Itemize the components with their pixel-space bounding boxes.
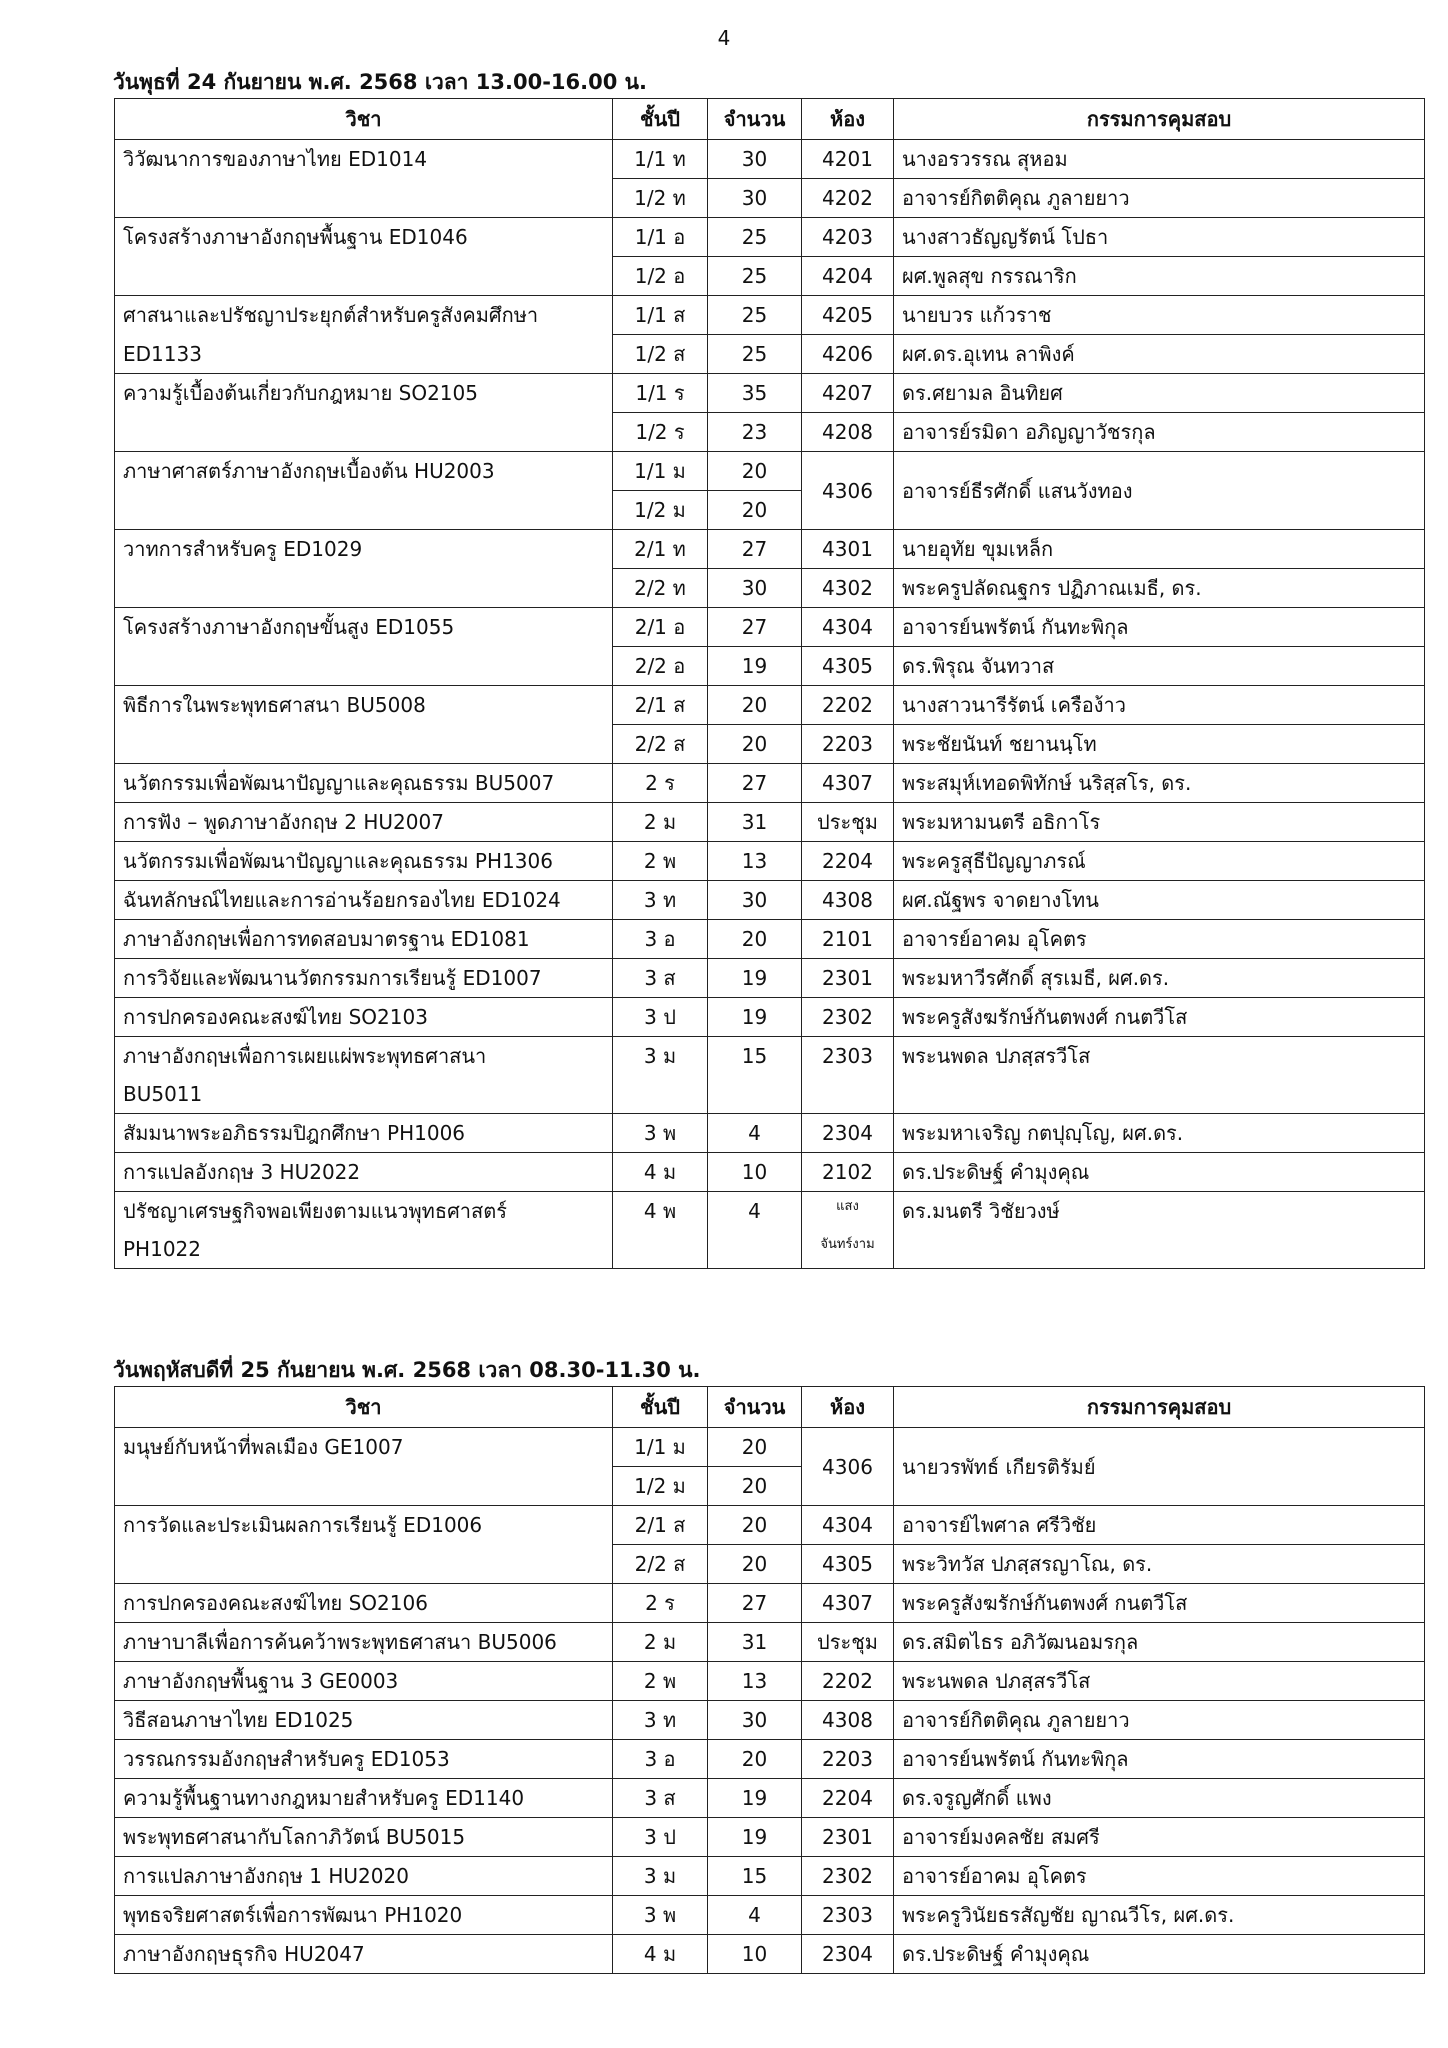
proctor-cell (894, 1075, 1425, 1114)
room-cell: 4202 (802, 179, 894, 218)
exam-schedule-table-thursday (114, 1386, 1425, 1974)
year-cell: 3 ท (613, 881, 708, 920)
table-row (115, 608, 1425, 647)
count-cell: 15 (708, 1037, 802, 1076)
table-row (115, 1935, 1425, 1974)
count-cell: 20 (708, 686, 802, 725)
proctor-cell: อาจารย์อาคม อุโคตร (894, 1857, 1425, 1896)
table-row (115, 257, 1425, 296)
room-cell: 4207 (802, 374, 894, 413)
proctor-cell: พระนพดล ปภสฺสรวีโส (894, 1037, 1425, 1076)
count-cell: 19 (708, 998, 802, 1037)
table-body (115, 1428, 1425, 1974)
table-row (115, 1779, 1425, 1818)
year-cell: 1/1 อ (613, 218, 708, 257)
subject-cell: การแปลอังกฤษ 3 HU2022 (115, 1153, 613, 1192)
count-cell: 23 (708, 413, 802, 452)
room-cell: 2204 (802, 1779, 894, 1818)
room-cell: 2302 (802, 998, 894, 1037)
count-cell: 30 (708, 140, 802, 179)
room-cell: 4205 (802, 296, 894, 335)
subject-cell: การปกครองคณะสงฆ์ไทย SO2103 (115, 998, 613, 1037)
table-row (115, 686, 1425, 725)
table-row (115, 335, 1425, 374)
room-cell: 2202 (802, 686, 894, 725)
proctor-cell: นายวรพัทธ์ เกียรติรัมย์ (894, 1428, 1425, 1506)
subject-cell: BU5011 (115, 1075, 613, 1114)
count-cell: 20 (708, 1467, 802, 1506)
year-cell: 1/1 ท (613, 140, 708, 179)
header-proctor: กรรมการคุมสอบ (894, 1387, 1425, 1428)
table-row (115, 1896, 1425, 1935)
table-row (115, 764, 1425, 803)
subject-cell (115, 569, 613, 608)
subject-cell: ภาษาอังกฤษเพื่อการทดสอบมาตรฐาน ED1081 (115, 920, 613, 959)
count-cell: 30 (708, 179, 802, 218)
year-cell: 4 ม (613, 1935, 708, 1974)
proctor-cell: พระชัยนันท์ ชยานนฺโท (894, 725, 1425, 764)
subject-cell: ภาษาอังกฤษพื้นฐาน 3 GE0003 (115, 1662, 613, 1701)
table-row (115, 842, 1425, 881)
proctor-cell: ผศ.พูลสุข กรรณาริก (894, 257, 1425, 296)
proctor-cell: ผศ.ดร.อุเทน ลาพิงค์ (894, 335, 1425, 374)
subject-cell: วิธีสอนภาษาไทย ED1025 (115, 1701, 613, 1740)
proctor-cell: นายอุทัย ขุมเหล็ก (894, 530, 1425, 569)
year-cell: 2/1 ส (613, 1506, 708, 1545)
proctor-cell: พระสมุห์เทอดพิทักษ์ นริสฺสโร, ดร. (894, 764, 1425, 803)
count-cell: 25 (708, 257, 802, 296)
subject-cell: การแปลภาษาอังกฤษ 1 HU2020 (115, 1857, 613, 1896)
count-cell: 13 (708, 1662, 802, 1701)
table-row (115, 296, 1425, 335)
year-cell: 2 ร (613, 1584, 708, 1623)
subject-cell (115, 179, 613, 218)
header-year: ชั้นปี (613, 1387, 708, 1428)
year-cell: 3 อ (613, 1740, 708, 1779)
proctor-cell: ดร.ศยามล อินทิยศ (894, 374, 1425, 413)
year-cell: 4 พ (613, 1192, 708, 1231)
room-cell: แสง (802, 1192, 894, 1231)
subject-cell (115, 1545, 613, 1584)
proctor-cell: นางอรวรรณ สุหอม (894, 140, 1425, 179)
year-cell: 1/1 ส (613, 296, 708, 335)
header-room: ห้อง (802, 99, 894, 140)
proctor-cell: พระครูปลัดณฐกร ปฏิภาณเมธี, ดร. (894, 569, 1425, 608)
room-cell: 4208 (802, 413, 894, 452)
header-subject: วิชา (115, 99, 613, 140)
room-cell: 2304 (802, 1935, 894, 1974)
room-cell: 4306 (802, 452, 894, 530)
room-cell: 4304 (802, 1506, 894, 1545)
proctor-cell: พระนพดล ปภสฺสรวีโส (894, 1662, 1425, 1701)
proctor-cell: อาจารย์รมิดา อภิญญาวัชรกุล (894, 413, 1425, 452)
header-subject: วิชา (115, 1387, 613, 1428)
year-cell: 3 พ (613, 1114, 708, 1153)
proctor-cell: นางสาวธัญญรัตน์ โปธา (894, 218, 1425, 257)
subject-cell: ความรู้เบื้องต้นเกี่ยวกับกฎหมาย SO2105 (115, 374, 613, 413)
subject-cell: โครงสร้างภาษาอังกฤษพื้นฐาน ED1046 (115, 218, 613, 257)
count-cell: 4 (708, 1896, 802, 1935)
year-cell (613, 1230, 708, 1269)
proctor-cell: ดร.จรูญศักดิ์ แพง (894, 1779, 1425, 1818)
header-count: จำนวน (708, 1387, 802, 1428)
subject-cell: ภาษาอังกฤษธุรกิจ HU2047 (115, 1935, 613, 1974)
table-row (115, 647, 1425, 686)
proctor-cell: อาจารย์กิตติคุณ ภูลายยาว (894, 1701, 1425, 1740)
subject-cell: พิธีการในพระพุทธศาสนา BU5008 (115, 686, 613, 725)
table-row (115, 452, 1425, 491)
year-cell: 1/2 ส (613, 335, 708, 374)
count-cell: 20 (708, 1428, 802, 1467)
count-cell: 19 (708, 959, 802, 998)
year-cell: 2 ร (613, 764, 708, 803)
table-row (115, 1584, 1425, 1623)
year-cell: 2/2 ส (613, 1545, 708, 1584)
table-body (115, 140, 1425, 1269)
table-row (115, 1857, 1425, 1896)
year-cell: 1/1 ม (613, 452, 708, 491)
table-row (115, 1153, 1425, 1192)
proctor-cell: อาจารย์ไพศาล ศรีวิชัย (894, 1506, 1425, 1545)
count-cell: 27 (708, 764, 802, 803)
subject-cell: ภาษาบาลีเพื่อการค้นคว้าพระพุทธศาสนา BU5006 (115, 1623, 613, 1662)
table-row (115, 1075, 1425, 1114)
table-row (115, 1545, 1425, 1584)
proctor-cell: ดร.ประดิษฐ์ คำมุงคุณ (894, 1153, 1425, 1192)
subject-cell: โครงสร้างภาษาอังกฤษขั้นสูง ED1055 (115, 608, 613, 647)
subject-cell: ภาษาอังกฤษเพื่อการเผยแผ่พระพุทธศาสนา (115, 1037, 613, 1076)
year-cell: 1/2 ร (613, 413, 708, 452)
room-cell: 4305 (802, 647, 894, 686)
room-cell: 4307 (802, 1584, 894, 1623)
table-row (115, 218, 1425, 257)
proctor-cell: อาจารย์นพรัตน์ กันทะพิกุล (894, 608, 1425, 647)
count-cell: 15 (708, 1857, 802, 1896)
table-row (115, 1740, 1425, 1779)
year-cell: 1/2 ท (613, 179, 708, 218)
count-cell: 20 (708, 1740, 802, 1779)
count-cell: 25 (708, 296, 802, 335)
count-cell: 20 (708, 725, 802, 764)
room-cell: 4305 (802, 1545, 894, 1584)
proctor-cell: ผศ.ณัฐพร จาดยางโทน (894, 881, 1425, 920)
count-cell: 20 (708, 920, 802, 959)
table-row (115, 140, 1425, 179)
year-cell: 2/2 ส (613, 725, 708, 764)
subject-cell: ED1133 (115, 335, 613, 374)
proctor-cell: พระครูสุธีปัญญาภรณ์ (894, 842, 1425, 881)
subject-cell: การวิจัยและพัฒนานวัตกรรมการเรียนรู้ ED1007 (115, 959, 613, 998)
count-cell: 35 (708, 374, 802, 413)
year-cell: 2 ม (613, 1623, 708, 1662)
year-cell: 4 ม (613, 1153, 708, 1192)
subject-cell (115, 1467, 613, 1506)
table-row (115, 374, 1425, 413)
year-cell: 1/1 ร (613, 374, 708, 413)
subject-cell: ฉันทลักษณ์ไทยและการอ่านร้อยกรองไทย ED1024 (115, 881, 613, 920)
subject-cell: PH1022 (115, 1230, 613, 1269)
table-header-row (115, 99, 1425, 140)
proctor-cell: ดร.ประดิษฐ์ คำมุงคุณ (894, 1935, 1425, 1974)
subject-cell: การฟัง – พูดภาษาอังกฤษ 2 HU2007 (115, 803, 613, 842)
year-cell (613, 1075, 708, 1114)
count-cell: 20 (708, 1545, 802, 1584)
subject-cell: นวัตกรรมเพื่อพัฒนาปัญญาและคุณธรรม PH1306 (115, 842, 613, 881)
table-row (115, 998, 1425, 1037)
table-header-row (115, 1387, 1425, 1428)
year-cell: 1/2 ม (613, 491, 708, 530)
table-row (115, 803, 1425, 842)
proctor-cell: พระครูวินัยธรสัญชัย ญาณวีโร, ผศ.ดร. (894, 1896, 1425, 1935)
table-row (115, 725, 1425, 764)
year-cell: 2/1 อ (613, 608, 708, 647)
subject-cell: พุทธจริยศาสตร์เพื่อการพัฒนา PH1020 (115, 1896, 613, 1935)
proctor-cell: พระวิทวัส ปภสฺสรญาโณ, ดร. (894, 1545, 1425, 1584)
table-row (115, 959, 1425, 998)
section-title-wednesday: วันพุธที่ 24 กันยายน พ.ศ. 2568 เวลา 13.00-16.00 น. (113, 70, 647, 94)
room-cell: 2303 (802, 1896, 894, 1935)
year-cell: 2 พ (613, 842, 708, 881)
table-row (115, 413, 1425, 452)
count-cell (708, 1230, 802, 1269)
room-cell: 4307 (802, 764, 894, 803)
count-cell: 31 (708, 803, 802, 842)
count-cell: 20 (708, 1506, 802, 1545)
room-cell (802, 1075, 894, 1114)
subject-cell (115, 725, 613, 764)
year-cell: 3 ม (613, 1857, 708, 1896)
proctor-cell: อาจารย์กิตติคุณ ภูลายยาว (894, 179, 1425, 218)
room-cell: 4301 (802, 530, 894, 569)
count-cell: 19 (708, 1818, 802, 1857)
subject-cell: ศาสนาและปรัชญาประยุกต์สำหรับครูสังคมศึกษา (115, 296, 613, 335)
table-row (115, 530, 1425, 569)
count-cell: 4 (708, 1114, 802, 1153)
section-title-thursday: วันพฤหัสบดีที่ 25 กันยายน พ.ศ. 2568 เวลา 08.30-11.30 น. (113, 1358, 701, 1382)
year-cell: 3 ป (613, 998, 708, 1037)
subject-cell: ปรัชญาเศรษฐกิจพอเพียงตามแนวพุทธศาสตร์ (115, 1192, 613, 1231)
table-row (115, 1037, 1425, 1076)
table-row (115, 1818, 1425, 1857)
subject-cell: การปกครองคณะสงฆ์ไทย SO2106 (115, 1584, 613, 1623)
subject-cell: พระพุทธศาสนากับโลกาภิวัตน์ BU5015 (115, 1818, 613, 1857)
room-cell: 2303 (802, 1037, 894, 1076)
count-cell: 4 (708, 1192, 802, 1231)
proctor-cell: ดร.พิรุณ จันทวาส (894, 647, 1425, 686)
room-cell: 4201 (802, 140, 894, 179)
table-row (115, 1662, 1425, 1701)
table-row (115, 179, 1425, 218)
proctor-cell: พระมหามนตรี อธิกาโร (894, 803, 1425, 842)
count-cell: 19 (708, 647, 802, 686)
room-cell: 2101 (802, 920, 894, 959)
proctor-cell: พระมหาเจริญ กตปุญฺโญ, ผศ.ดร. (894, 1114, 1425, 1153)
year-cell: 1/2 ม (613, 1467, 708, 1506)
table-row (115, 1114, 1425, 1153)
header-year: ชั้นปี (613, 99, 708, 140)
year-cell: 3 ม (613, 1037, 708, 1076)
room-cell: 2301 (802, 959, 894, 998)
room-cell: 4306 (802, 1428, 894, 1506)
room-cell: 4308 (802, 881, 894, 920)
room-cell: 2203 (802, 725, 894, 764)
count-cell: 31 (708, 1623, 802, 1662)
room-cell: 4308 (802, 1701, 894, 1740)
room-cell: ประชุม (802, 1623, 894, 1662)
room-cell: 2102 (802, 1153, 894, 1192)
table-row (115, 881, 1425, 920)
subject-cell: สัมมนาพระอภิธรรมปิฎกศึกษา PH1006 (115, 1114, 613, 1153)
room-cell: 2302 (802, 1857, 894, 1896)
subject-cell: ความรู้พื้นฐานทางกฎหมายสำหรับครู ED1140 (115, 1779, 613, 1818)
subject-cell: การวัดและประเมินผลการเรียนรู้ ED1006 (115, 1506, 613, 1545)
count-cell: 27 (708, 530, 802, 569)
table-row (115, 1701, 1425, 1740)
year-cell: 3 ส (613, 959, 708, 998)
year-cell: 2 ม (613, 803, 708, 842)
proctor-cell: อาจารย์ธีรศักดิ์ แสนวังทอง (894, 452, 1425, 530)
year-cell: 1/1 ม (613, 1428, 708, 1467)
proctor-cell: อาจารย์อาคม อุโคตร (894, 920, 1425, 959)
room-cell: 4302 (802, 569, 894, 608)
room-cell: ประชุม (802, 803, 894, 842)
subject-cell: นวัตกรรมเพื่อพัฒนาปัญญาและคุณธรรม BU5007 (115, 764, 613, 803)
subject-cell: วรรณกรรมอังกฤษสำหรับครู ED1053 (115, 1740, 613, 1779)
count-cell: 10 (708, 1935, 802, 1974)
proctor-cell (894, 1230, 1425, 1269)
count-cell: 25 (708, 335, 802, 374)
year-cell: 3 พ (613, 1896, 708, 1935)
table-row (115, 1623, 1425, 1662)
proctor-cell: นายบวร แก้วราช (894, 296, 1425, 335)
count-cell: 27 (708, 1584, 802, 1623)
proctor-cell: อาจารย์มงคลชัย สมศรี (894, 1818, 1425, 1857)
room-cell: 2203 (802, 1740, 894, 1779)
proctor-cell: พระมหาวีรศักดิ์ สุรเมธี, ผศ.ดร. (894, 959, 1425, 998)
subject-cell: วิวัฒนาการของภาษาไทย ED1014 (115, 140, 613, 179)
page-number: 4 (717, 26, 731, 50)
count-cell: 20 (708, 452, 802, 491)
count-cell: 30 (708, 881, 802, 920)
room-cell: 2301 (802, 1818, 894, 1857)
table-row (115, 920, 1425, 959)
subject-cell: ภาษาศาสตร์ภาษาอังกฤษเบื้องต้น HU2003 (115, 452, 613, 491)
room-cell: 4203 (802, 218, 894, 257)
proctor-cell: ดร.มนตรี วิชัยวงษ์ (894, 1192, 1425, 1231)
proctor-cell: ดร.สมิตไธร อภิวัฒนอมรกุล (894, 1623, 1425, 1662)
subject-cell (115, 257, 613, 296)
table-row (115, 1192, 1425, 1231)
count-cell: 20 (708, 491, 802, 530)
subject-cell (115, 491, 613, 530)
count-cell: 19 (708, 1779, 802, 1818)
count-cell: 30 (708, 569, 802, 608)
year-cell: 2/2 อ (613, 647, 708, 686)
room-cell: 2304 (802, 1114, 894, 1153)
room-cell: 4204 (802, 257, 894, 296)
count-cell: 25 (708, 218, 802, 257)
header-count: จำนวน (708, 99, 802, 140)
year-cell: 1/2 อ (613, 257, 708, 296)
year-cell: 3 ส (613, 1779, 708, 1818)
year-cell: 2/1 ท (613, 530, 708, 569)
subject-cell: มนุษย์กับหน้าที่พลเมือง GE1007 (115, 1428, 613, 1467)
count-cell: 10 (708, 1153, 802, 1192)
year-cell: 3 ท (613, 1701, 708, 1740)
room-cell: 4206 (802, 335, 894, 374)
subject-cell (115, 413, 613, 452)
year-cell: 2/1 ส (613, 686, 708, 725)
proctor-cell: พระครูสังฆรักษ์กันตพงศ์ กนตวีโส (894, 1584, 1425, 1623)
subject-cell: วาทการสำหรับครู ED1029 (115, 530, 613, 569)
proctor-cell: อาจารย์นพรัตน์ กันทะพิกุล (894, 1740, 1425, 1779)
proctor-cell: พระครูสังฆรักษ์กันตพงศ์ กนตวีโส (894, 998, 1425, 1037)
count-cell (708, 1075, 802, 1114)
subject-cell (115, 647, 613, 686)
year-cell: 3 อ (613, 920, 708, 959)
count-cell: 13 (708, 842, 802, 881)
exam-schedule-table-wednesday (114, 98, 1425, 1269)
count-cell: 30 (708, 1701, 802, 1740)
year-cell: 2 พ (613, 1662, 708, 1701)
header-room: ห้อง (802, 1387, 894, 1428)
year-cell: 3 ป (613, 1818, 708, 1857)
proctor-cell: นางสาวนารีรัตน์ เครือง้าว (894, 686, 1425, 725)
count-cell: 27 (708, 608, 802, 647)
table-row (115, 569, 1425, 608)
header-proctor: กรรมการคุมสอบ (894, 99, 1425, 140)
room-cell: 4304 (802, 608, 894, 647)
table-row (115, 1506, 1425, 1545)
table-row (115, 1230, 1425, 1269)
room-cell: 2204 (802, 842, 894, 881)
table-row (115, 1428, 1425, 1467)
room-cell: 2202 (802, 1662, 894, 1701)
room-cell: จันทร์งาม (802, 1230, 894, 1269)
year-cell: 2/2 ท (613, 569, 708, 608)
